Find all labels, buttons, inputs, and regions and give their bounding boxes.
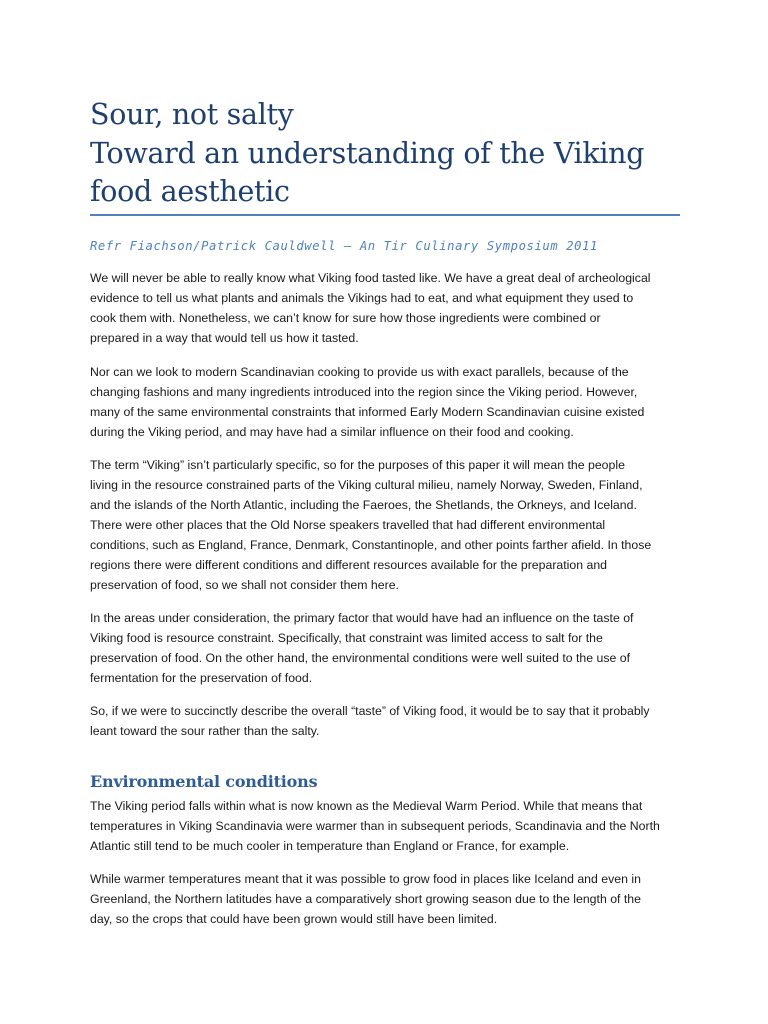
text-line: The Viking period falls within what is now known as the Medieval Warm Period. While that means that: [90, 799, 643, 813]
author-byline: Refr Fiachson/Patrick Cauldwell – An Tir Culinary Symposium 2011: [90, 239, 598, 253]
text-line: There were other places that the Old Norse speakers travelled that had different environmental: [90, 518, 606, 532]
title-line-2: Toward an understanding of the Viking: [90, 136, 645, 170]
document-title: [90, 96, 690, 212]
text-line: evidence to tell us what plants and animals the Vikings had to eat, and what equipment they used to: [90, 291, 634, 305]
text-line: during the Viking period, and may have had a similar influence on their food and cooking.: [90, 425, 574, 439]
paragraph-medieval-warm-period: [90, 796, 690, 856]
title-underline-divider: [90, 214, 680, 216]
text-line: The term “Viking” isn’t particularly specific, so for the purposes of this paper it will mean the people: [90, 458, 625, 472]
text-line: Nor can we look to modern Scandinavian cooking to provide us with exact parallels, because of the: [90, 365, 629, 379]
text-line: temperatures in Viking Scandinavia were warmer than in subsequent periods, Scandinavia and the North: [90, 819, 660, 833]
text-line: We will never be able to really know what Viking food tasted like. We have a great deal of archeological: [90, 271, 651, 285]
paragraph-viking-definition: [90, 455, 690, 595]
text-line: preservation of food. On the other hand, the environmental conditions were well suited to the use of: [90, 651, 631, 665]
text-line: So, if we were to succinctly describe the overall “taste” of Viking food, it would be to say that it probably: [90, 704, 650, 718]
text-line: prepared in a way that would tell us how it tasted.: [90, 331, 359, 345]
text-line: Greenland, the Northern latitudes have a comparatively short growing season due to the length of the: [90, 892, 641, 906]
title-line-3: food aesthetic: [90, 175, 290, 208]
text-line: conditions, such as England, France, Denmark, Constantinople, and other points farther afield. In those: [90, 538, 652, 552]
text-line: Atlantic still tend to be much cooler in temperature than England or France, for example.: [90, 839, 570, 853]
text-line: In the areas under consideration, the primary factor that would have had an influence on the taste of: [90, 611, 634, 625]
text-line: fermentation for the preservation of food.: [90, 671, 313, 685]
text-line: cook them with. Nonetheless, we can’t know for sure how those ingredients were combined or: [90, 311, 601, 325]
text-line: living in the resource constrained parts of the Viking cultural milieu, namely Norway, Sweden, Finland,: [90, 478, 643, 492]
paragraph-growing-season: [90, 869, 690, 929]
paragraph-intro: [90, 268, 690, 348]
paragraph-modern-cooking: [90, 362, 690, 442]
text-line: Viking food is resource constraint. Specifically, that constraint was limited access to salt for the: [90, 631, 603, 645]
title-line-1: Sour, not salty: [90, 98, 294, 131]
text-line: preservation of food, so we shall not consider them here.: [90, 578, 399, 592]
text-line: and the islands of the North Atlantic, including the Faeroes, the Shetlands, the Orkneys, and Iceland.: [90, 498, 637, 512]
text-line: changing fashions and many ingredients introduced into the region since the Viking period. However,: [90, 385, 638, 399]
text-line: leant toward the sour rather than the salty.: [90, 724, 320, 738]
text-line: While warmer temperatures meant that it was possible to grow food in places like Iceland and even in: [90, 872, 641, 886]
paragraph-sour-summary: [90, 701, 690, 741]
paragraph-resource-constraint: [90, 608, 690, 688]
text-line: regions there were different conditions and different resources available for the preparation and: [90, 558, 608, 572]
text-line: many of the same environmental constraints that informed Early Modern Scandinavian cuisine existed: [90, 405, 645, 419]
section-heading-environmental-conditions: Environmental conditions: [90, 772, 318, 791]
text-line: day, so the crops that could have been grown would still have been limited.: [90, 912, 498, 926]
